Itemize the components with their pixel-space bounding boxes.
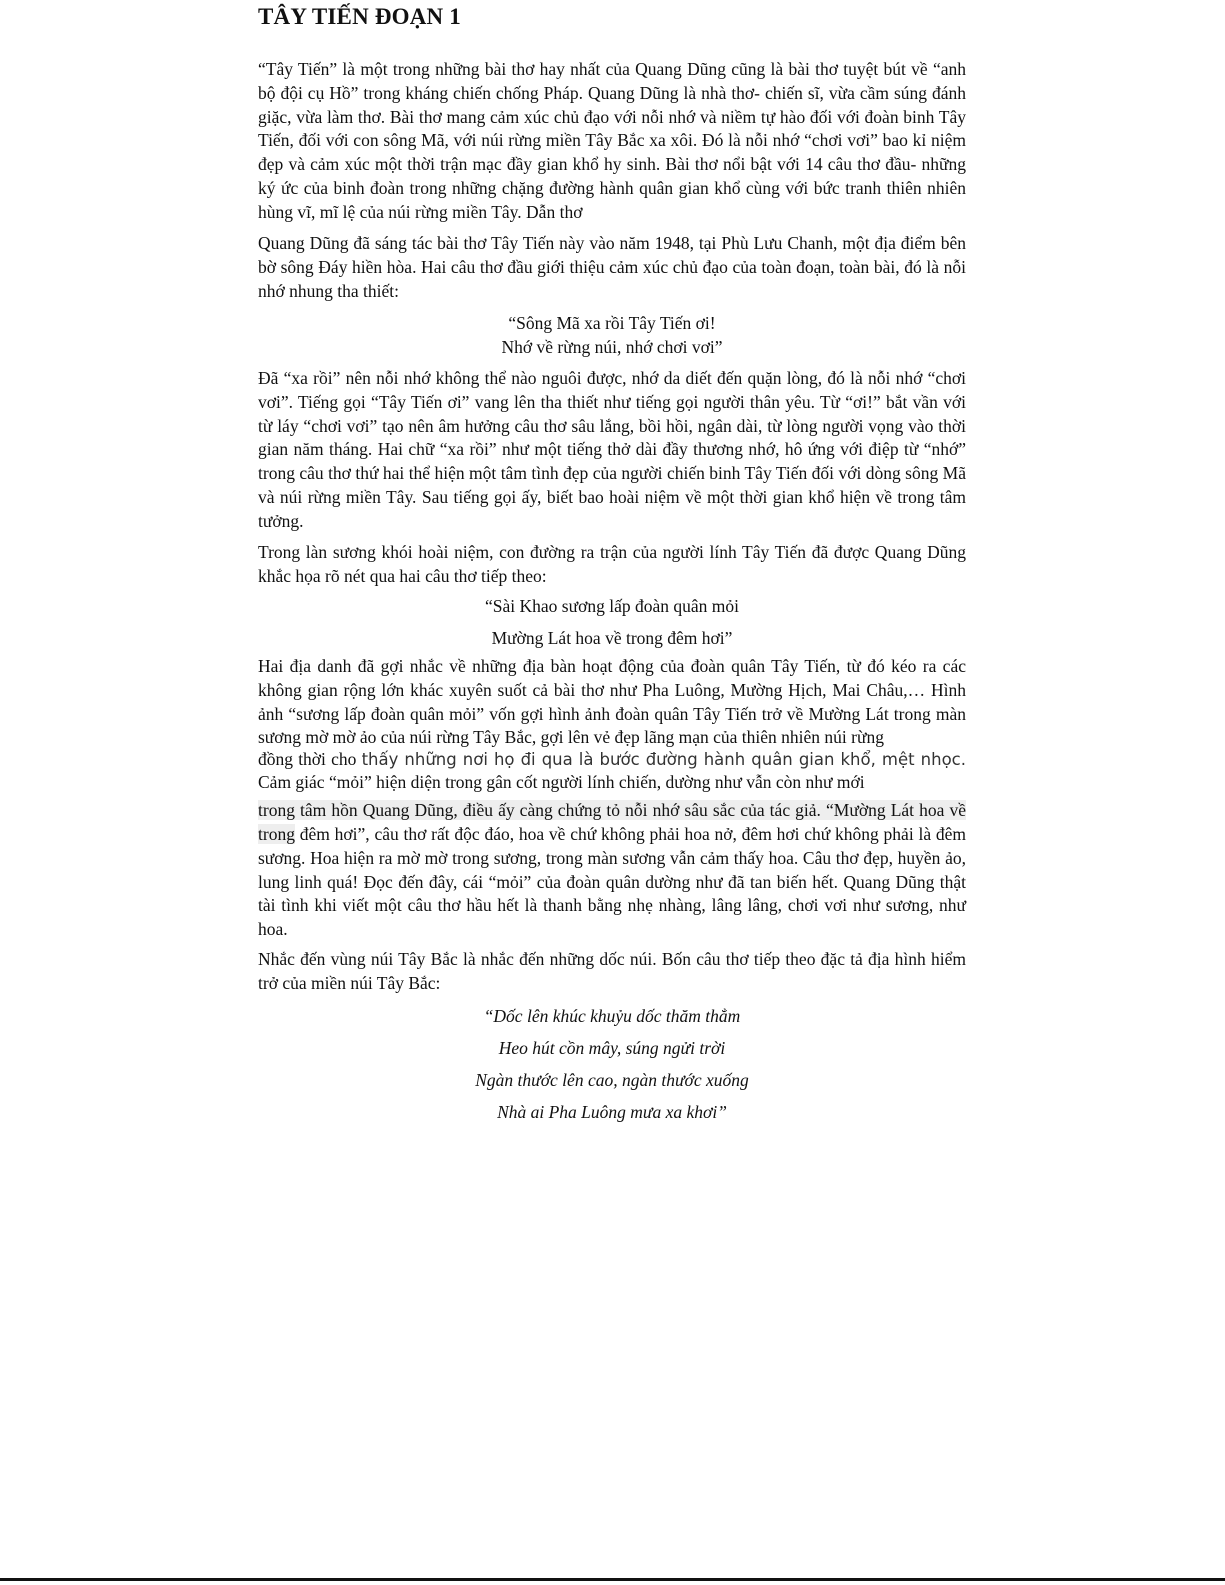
verse-3 (258, 1000, 966, 1128)
paragraph-analysis-2-mixed-line (258, 748, 966, 793)
verse-1 (258, 311, 966, 359)
paragraph-analysis-2-part-c: Cảm giác “mỏi” hiện diện trong gân cốt người lính chiến, dường như vẫn còn như mới (258, 772, 865, 793)
verse-line: Nhớ về rừng núi, nhớ chơi vơi” (501, 337, 723, 357)
sans-fragment: thấy những nơi họ đi qua là bước đường hành quân gian khổ, mệt nhọc. (361, 750, 966, 770)
verse-2 (258, 590, 966, 654)
paragraph-analysis-1 (258, 367, 966, 534)
paragraph-context (258, 232, 966, 303)
highlighted-text: trong tâm hồn Quang Dũng, điều ấy càng chứng tỏ nỗi nhớ sâu sắc của tác giả. “Mường Lát hoa về trong (258, 800, 966, 844)
paragraph-intro-text: “Tây Tiến” là một trong những bài thơ hay nhất của Quang Dũng cũng là bài thơ tuyệt bút về “anh bộ đội cụ Hồ” trong kháng chiến chống Pháp. Quang Dũng là nhà thơ- chiến sĩ, vừa cầm súng đánh giặc, vừa làm thơ. Bài thơ mang cảm xúc chủ đạo với nỗi nhớ và niềm tự hào đối với đoàn binh Tây Tiến, đối với con sông Mã, với núi rừng miền Tây Bắc xa xôi. Đó là nỗi nhớ “chơi vơi” bao kỉ niệm đẹp và cảm xúc một thời trận mạc đầy gian khổ hy sinh. Bài thơ nổi bật với 14 câu thơ đầu- những ký ức của binh đoàn trong những chặng đường hành quân gian khổ cùng với bức tranh thiên nhiên hùng vĩ, mĩ lệ của núi rừng miền Tây. Dẫn thơ (258, 59, 966, 222)
paragraph-terrain (258, 948, 966, 996)
paragraph-analysis-2 (258, 655, 966, 942)
paragraph-terrain-text: Nhắc đến vùng núi Tây Bắc là nhắc đến những dốc núi. Bốn câu thơ tiếp theo đặc tả địa hình hiểm trở của miền núi Tây Bắc: (258, 949, 966, 993)
verse-line: “Sài Khao sương lấp đoàn quân mỏi (485, 596, 739, 616)
verse-line: Nhà ai Pha Luông mưa xa khơi” (497, 1102, 727, 1122)
verse-line: Mường Lát hoa về trong đêm hơi” (491, 628, 733, 648)
document-title: TÂY TIẾN ĐOẠN 1 (258, 4, 462, 29)
bottom-border (0, 1578, 1225, 1581)
verse-line: Ngàn thước lên cao, ngàn thước xuống (475, 1070, 749, 1090)
paragraph-transition-text: Trong làn sương khói hoài niệm, con đường ra trận của người lính Tây Tiến đã được Quang Dũng khắc họa rõ nét qua hai câu thơ tiếp theo: (258, 542, 966, 586)
paragraph-analysis-2-part-d (258, 799, 966, 942)
verse-line: Heo hút cồn mây, súng ngửi trời (498, 1038, 726, 1058)
paragraph-analysis-2-rest: đêm hơi”, câu thơ rất độc đáo, hoa về chứ không phải hoa nở, đêm hơi chứ không phải là đêm sương. Hoa hiện ra mờ mờ trong sương, trong màn sương vẫn cảm thấy hoa. Câu thơ đẹp, huyền ảo, lung linh quá! Đọc đến đây, cái “mỏi” của đoàn quân dường như đã tan biến hết. Quang Dũng thật tài tình khi viết một câu thơ hầu hết là thanh bằng nhẹ nhàng, lâng lâng, chơi vơi như sương, như hoa. (258, 823, 967, 940)
serif-fragment: đồng thời cho (258, 749, 357, 770)
verse-line: “Dốc lên khúc khuỷu dốc thăm thẳm (483, 1006, 741, 1026)
paragraph-context-text: Quang Dũng đã sáng tác bài thơ Tây Tiến này vào năm 1948, tại Phù Lưu Chanh, một địa điểm bên bờ sông Đáy hiền hòa. Hai câu thơ đầu giới thiệu cảm xúc chủ đạo của toàn đoạn, toàn bài, đó là nỗi nhớ nhung tha thiết: (258, 233, 966, 301)
paragraph-analysis-2-part-a: Hai địa danh đã gợi nhắc về những địa bàn hoạt động của đoàn quân Tây Tiến, từ đó kéo ra các không gian rộng lớn khác xuyên suốt cả bài thơ như Pha Luông, Mường Hịch, Mai Châu,… Hình ảnh “sương lấp đoàn quân mỏi” vốn gợi hình ảnh đoàn quân Tây Tiến trở về Mường Lát trong màn sương mờ mờ ảo của núi rừng Tây Bắc, gợi lên vẻ đẹp lãng mạn của thiên nhiên núi rừng (258, 656, 966, 748)
verse-line: “Sông Mã xa rồi Tây Tiến ơi! (508, 313, 716, 333)
paragraph-intro (258, 58, 966, 225)
paragraph-analysis-1-text: Đã “xa rồi” nên nỗi nhớ không thể nào nguôi được, nhớ da diết đến quặn lòng, đó là nỗi nhớ “chơi vơi”. Tiếng gọi “Tây Tiến ơi” vang lên tha thiết như tiếng gọi người thân yêu. Từ “ơi!” bắt vần với từ láy “chơi vơi” tạo nên âm hưởng câu thơ sâu lắng, bồi hồi, ngân dài, từ lòng người vọng vào thời gian năm tháng. Hai chữ “xa rồi” như một tiếng thở dài đầy thương nhớ, hô ứng với điệp từ “nhớ” trong câu thơ thứ hai thể hiện một tâm tình đẹp của người chiến binh Tây Tiến đối với dòng sông Mã và núi rừng miền Tây. Sau tiếng gọi ấy, biết bao hoài niệm về một thời gian khổ hiện về trong tâm tưởng. (258, 368, 966, 531)
paragraph-transition (258, 541, 966, 589)
